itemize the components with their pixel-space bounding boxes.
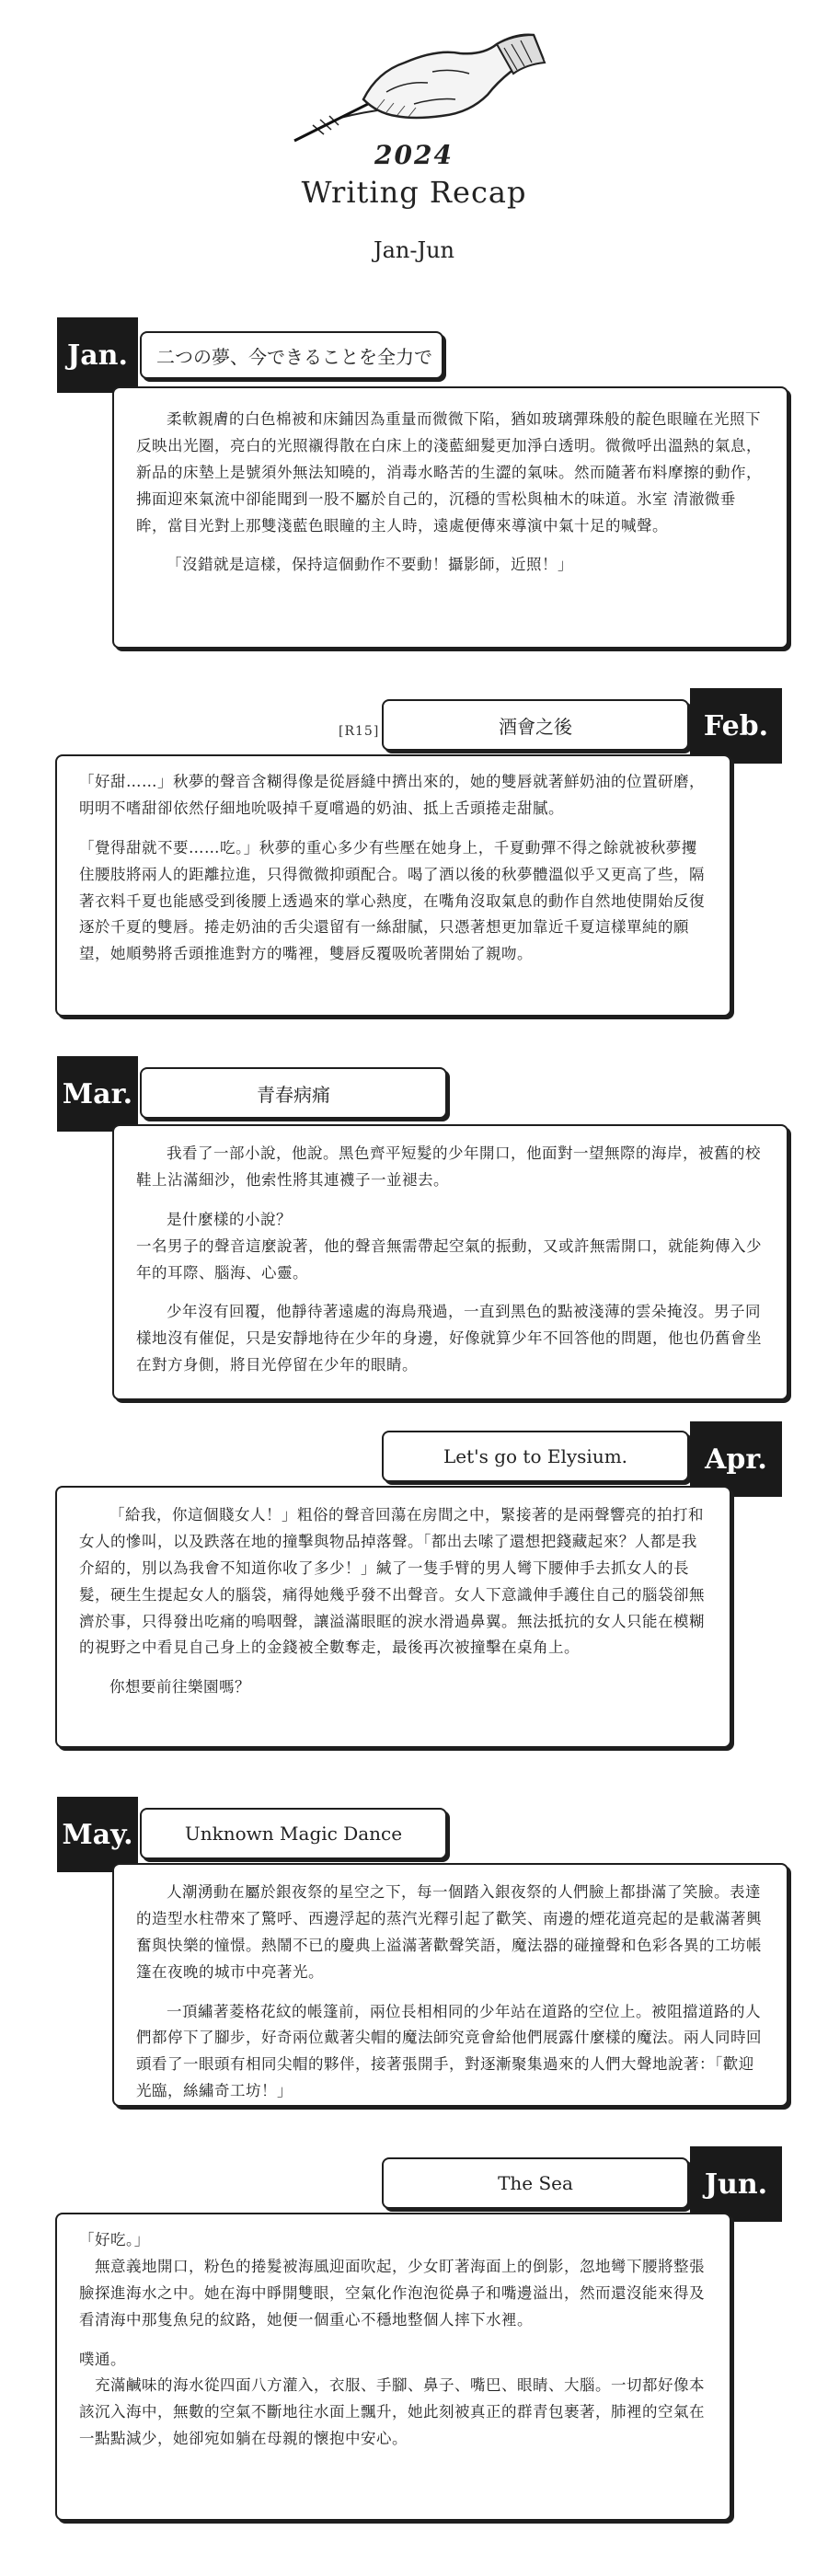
month-tag-apr: Apr.: [690, 1421, 782, 1497]
paragraph: 柔軟親膚的白色棉被和床鋪因為重量而微微下陷，猶如玻璃彈珠般的靛色眼瞳在光照下反映出光圈，亮白的光照襯得散在白床上的淺藍細髮更加淨白透明。微微呼出溫熱的氣息，新品的床墊上是號須外無法知曉的，消毒水略苦的生澀的氣味。然而隨著布料摩擦的動作，拂面迎來氣流中卻能聞到一股不屬於自己的，沉穩的雪松與柚木的味道。氷室 清澈微垂眸，當目光對上那雙淺藍色眼瞳的主人時，遠處便傳來導演中氣十足的喊聲。: [136, 410, 762, 535]
paragraph: 我看了一部小說，他說。黑色齊平短髮的少年開口，他面對一望無際的海岸，被舊的校鞋上沾滿細沙，他索性將其連襪子一並褪去。: [136, 1144, 761, 1189]
section-title-feb: 酒會之後: [382, 699, 689, 751]
paragraph: 「好甜……」秋夢的聲音含糊得像是從唇縫中擠出來的，她的雙唇就著鮮奶油的位置研磨，明明不嗜甜卻依然仔細地吮吸掉千夏嚐過的奶油、抵上舌頭捲走甜膩。: [79, 773, 705, 817]
year-heading: 2024: [374, 140, 454, 170]
paragraph: 噗通。 充滿鹹味的海水從四面八方灌入，衣服、手腳、鼻子、嘴巴、眼睛、大腦。一切都好像本該沉入海中，無數的空氣不斷地往水面上飄升，她此刻被真正的群青包裹著，肺裡的空氣在一點點減少，她卻宛如躺在母親的懷抱中安心。: [79, 2350, 705, 2448]
section-title-apr: Let's go to Elysium.: [382, 1431, 689, 1482]
month-tag-jun: Jun.: [690, 2146, 782, 2222]
paragraph: 「好吃。」 無意義地開口，粉色的捲髮被海風迎面吹起，少女盯著海面上的倒影，忽地彎下腰將整張臉探進海水之中。她在海中睜開雙眼，空氣化作泡泡從鼻子和嘴邊溢出，然而還沒能來得及看清海中那隻魚兒的紋路，她便一個重心不穩地整個人摔下水裡。: [79, 2231, 705, 2329]
paragraph: 一頂繡著菱格花紋的帳篷前，兩位長相相同的少年站在道路的空位上。被阻擋道路的人們都停下了腳步，好奇兩位戴著尖帽的魔法師究竟會給他們展露什麼樣的魔法。兩人同時回頭看了一眼頭有相同尖帽的夥伴，接著張開手，對逐漸聚集過來的人們大聲地說著：「歡迎光臨，絲繡奇工坊！」: [136, 2002, 762, 2100]
text-box-mar: [112, 1124, 788, 1400]
text-box-feb: [55, 754, 731, 1017]
text-box-may: [112, 1863, 788, 2107]
section-title-mar: 青春病痛: [140, 1067, 447, 1119]
section-title-jan: 二つの夢、今できることを全力で: [140, 331, 443, 379]
month-tag-mar: Mar.: [57, 1056, 138, 1132]
paragraph: 是什麼樣的小說？ 一名男子的聲音這麼說著，他的聲音無需帶起空氣的振動，又或許無需開口，就能夠傳入少年的耳際、腦海、心靈。: [136, 1210, 762, 1282]
rating-tag: [R15]: [339, 724, 380, 739]
text-box-apr: [55, 1486, 731, 1748]
page-title: Writing Recap: [301, 175, 527, 210]
paragraph: 人潮湧動在屬於銀夜祭的星空之下，每一個踏入銀夜祭的人們臉上都掛滿了笑臉。表達的造型水柱帶來了驚呼、西邊浮起的蒸汽光釋引起了歡笑、南邊的煙花道亮起的是載滿著興奮與快樂的憧憬。熱鬧不已的慶典上溢滿著歡聲笑語，魔法器的碰撞聲和色彩各異的工坊帳篷在夜晚的城市中亮著光。: [136, 1883, 762, 1981]
month-tag-jan: Jan.: [57, 317, 138, 393]
paragraph: 你想要前往樂園嗎？: [109, 1678, 250, 1696]
paragraph: 「給我，你這個賤女人！」粗俗的聲音回蕩在房間之中，緊接著的是兩聲響亮的拍打和女人的慘叫，以及跌落在地的撞擊與物品掉落聲。「都出去嗦了還想把錢藏起來？人都是我介紹的，別以為我會不知道你收了多少！」緘了一隻手臂的男人彎下腰伸手去抓女人的長髮，硬生生提起女人的腦袋，痛得她幾乎發不出聲音。女人下意識伸手護住自己的腦袋卻無濟於事，只得發出吃痛的嗚咽聲，讓溢滿眼眶的淚水滑過鼻翼。無法抵抗的女人只能在模糊的視野之中看見自己身上的金錢被全數奪走，最後再次被撞擊在桌角上。: [79, 1506, 705, 1657]
month-tag-may: May.: [57, 1797, 138, 1872]
paragraph: 「覺得甜就不要……吃。」秋夢的重心多少有些壓在她身上，千夏動彈不得之餘就被秋夢攫住腰肢將兩人的距離拉進，只得微微抑頭配合。喝了酒以後的秋夢體溫似乎又更高了些，隔著衣料千夏也能感受到後腰上透過來的掌心熱度，在嘴角沒取氣息的動作自然地使開始反復逐於千夏的雙唇。捲走奶油的舌尖還留有一絲甜膩，只憑著想更加靠近千夏這樣單純的願望，她順勢將舌頭推進對方的嘴裡，雙唇反覆吸吮著開始了親吻。: [79, 838, 705, 963]
section-title-may: Unknown Magic Dance: [140, 1808, 447, 1859]
text-box-jan: [112, 386, 788, 649]
period-subtitle: Jan-Jun: [373, 237, 455, 263]
paragraph: 少年沒有回覆，他靜待著遠處的海鳥飛過，一直到黑色的點被淺薄的雲朵掩沒。男子同樣地沒有催促，只是安靜地待在少年的身邊，好像就算少年不回答他的問題，他也仍舊會坐在對方身側，將目光停留在少年的眼睛。: [136, 1303, 762, 1374]
month-tag-feb: Feb.: [690, 688, 782, 764]
text-box-jun: [55, 2213, 731, 2521]
hand-writing-with-quill-icon: [276, 7, 552, 145]
section-title-jun: The Sea: [382, 2157, 689, 2209]
paragraph: 「沒錯就是這樣，保持這個動作不要動！攝影師，近照！」: [167, 556, 573, 574]
